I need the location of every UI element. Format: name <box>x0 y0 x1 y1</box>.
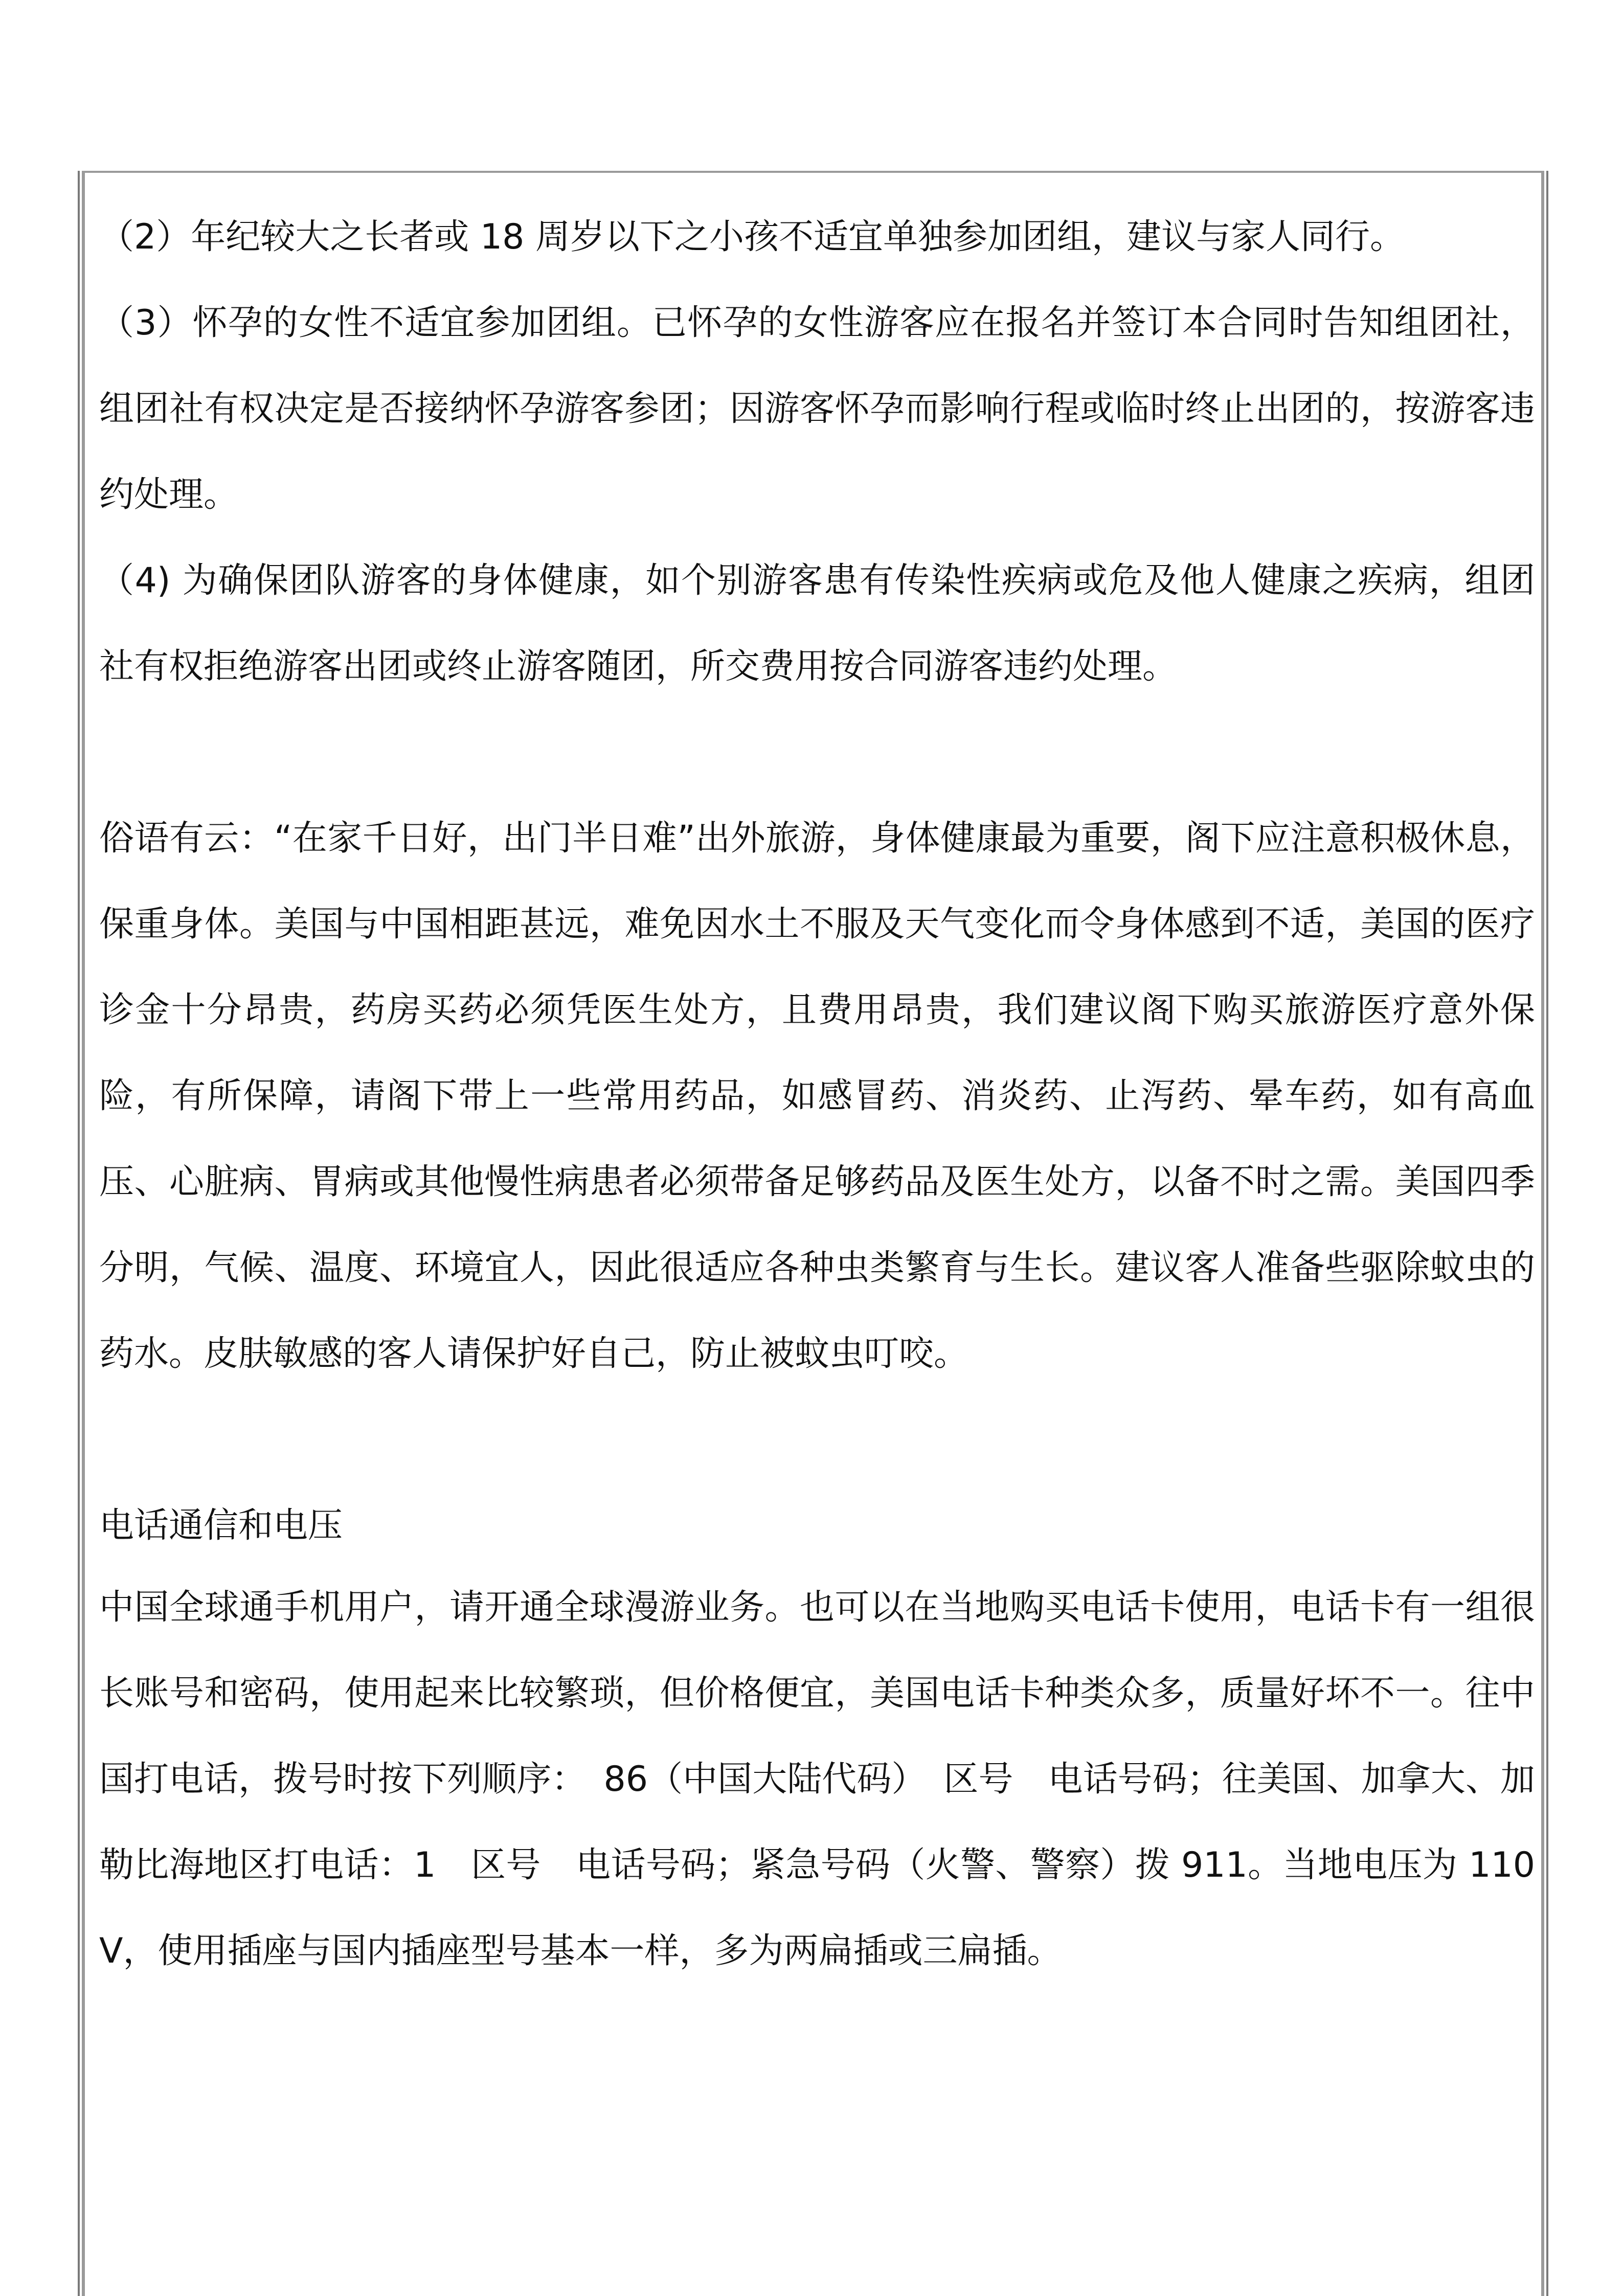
table-right-border <box>1541 171 1548 2296</box>
paragraph-gap <box>99 1397 1535 1483</box>
document-body <box>99 194 1535 1994</box>
rule-item-4: （4) 为确保团队游客的身体健康，如个别游客患有传染性疾病或危及他人健康之疾病，组团社有权拒绝游客出团或终止游客随团，所交费用按合同游客违约处理。 <box>99 560 1535 687</box>
table-top-border <box>83 171 1546 173</box>
telecom-paragraph: 中国全球通手机用户，请开通全球漫游业务。也可以在当地购买电话卡使用，电话卡有一组很长账号和密码，使用起来比较繁琐，但价格便宜，美国电话卡种类众多，质量好坏不一。往中国打电话，拨号时按下列顺序： 86（中国大陆代码） 区号 电话号码；往美国、加拿大、加勒比海地区打电话：1 区号 电话号码；紧急号码（火警、警察）拨 911。当地电压为 110V，使用插座与国内插座型号基本一样，多为两扁插或三扁插。 <box>99 1587 1535 1971</box>
health-advice-paragraph: 俗语有云：“在家千日好，出门半日难”出外旅游，身体健康最为重要，阁下应注意积极休息，保重身体。美国与中国相距甚远，难免因水土不服及天气变化而令身体感到不适，美国的医疗诊金十分昂贵，药房买药必须凭医生处方，且费用昂贵，我们建议阁下购买旅游医疗意外保险，有所保障，请阁下带上一些常用药品，如感冒药、消炎药、止泻药、晕车药，如有高血压、心脏病、胃病或其他慢性病患者必须带备足够药品及医生处方，以备不时之需。美国四季分明，气候、温度、环境宜人，因此很适应各种虫类繁育与生长。建议客人准备些驱除蚊虫的药水。皮肤敏感的客人请保护好自己，防止被蚊虫叮咬。 <box>99 818 1535 1374</box>
table-left-border <box>78 171 85 2296</box>
rule-item-3: （3）怀孕的女性不适宜参加团组。已怀孕的女性游客应在报名并签订本合同时告知组团社，组团社有权决定是否接纳怀孕游客参团；因游客怀孕而影响行程或临时终止出团的，按游客违约处理。 <box>99 303 1535 515</box>
telecom-heading: 电话通信和电压 <box>99 1505 343 1546</box>
rule-item-2: （2）年纪较大之长者或 18 周岁以下之小孩不适宜单独参加团组，建议与家人同行。 <box>99 217 1405 257</box>
paragraph-gap <box>99 710 1535 796</box>
